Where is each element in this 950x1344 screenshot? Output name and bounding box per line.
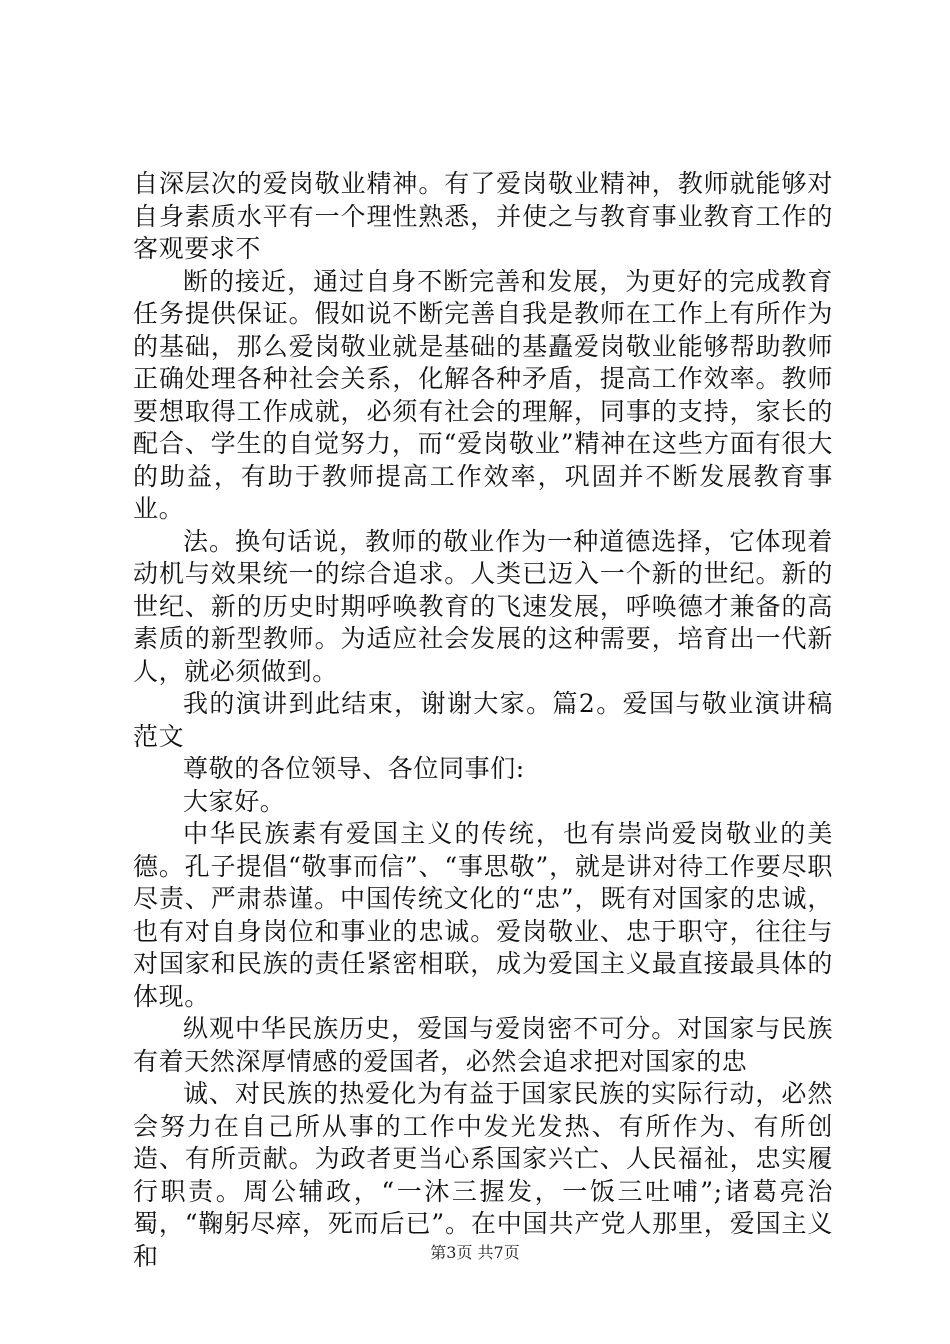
paragraph: 断的接近，通过自身不断完善和发展，为更好的完成教育任务提供保证。假如说不断完善自我是教师在工作上有所作为的基础，那么爱岗敬业就是基础的基矗爱岗敬业能够帮助教师正确处理各种社会关系，化解各种矛盾，提高工作效率。教师要想取得工作成就，必须有社会的理解，同事的支持，家长的配合、学生的自觉努力，而“爱岗敬业”精神在这些方面有很大的助益，有助于教师提高工作效率，巩固并不断发展教育事业。 xyxy=(133,266,833,523)
page-number-footer: 第3页 共7页 xyxy=(430,1243,520,1262)
paragraph: 我的演讲到此结束，谢谢大家。篇2。爱国与敬业演讲稿范文 xyxy=(133,689,833,751)
paragraph: 法。换句话说，教师的敬业作为一种道德选择，它体现着动机与效果统一的综合追求。人类已迈入一个新的世纪。新的世纪、新的历史时期呼唤教育的飞速发展，呼唤德才兼备的高素质的新型教师。为适应社会发展的这种需要，培育出一代新人，就必须做到。 xyxy=(133,526,833,686)
paragraph: 自深层次的爱岗敬业精神。有了爱岗敬业精神，教师就能够对自身素质水平有一个理性熟悉，并使之与教育事业教育工作的客观要求不 xyxy=(133,169,833,263)
paragraph: 大家好。 xyxy=(183,786,286,816)
paragraph: 尊敬的各位领导、各位同事们: xyxy=(183,754,525,783)
paragraph: 中华民族素有爱国主义的传统，也有崇尚爱岗敬业的美德。孔子提倡“敬事而信”、“事思敬”，就是讲对待工作要尽职尽责、严肃恭谨。中国传统文化的“忠”，既有对国家的忠诚，也有对自身岗位和事业的忠诚。爱岗敬业、忠于职守，往往与对国家和民族的责任紧密相联，成为爱国主义最直接最具体的体现。 xyxy=(133,819,833,1011)
paragraph: 诚、对民族的热爱化为有益于国家民族的实际行动，必然会努力在自己所从事的工作中发光发热、有所作为、有所创造、有所贡献。为政者更当心系国家兴亡、人民福祉，忠实履行职责。周公辅政，“一沐三握发，一饭三吐哺”;诸葛亮治蜀，“鞠躬尽瘁，死而后已”。在中国共产党人那里，爱国主义和 xyxy=(133,1079,833,1271)
document-body xyxy=(133,168,833,1273)
paragraph: 纵观中华民族历史，爱国与爱岗密不可分。对国家与民族有着天然深厚情感的爱国者，必然会追求把对国家的忠 xyxy=(133,1014,833,1076)
